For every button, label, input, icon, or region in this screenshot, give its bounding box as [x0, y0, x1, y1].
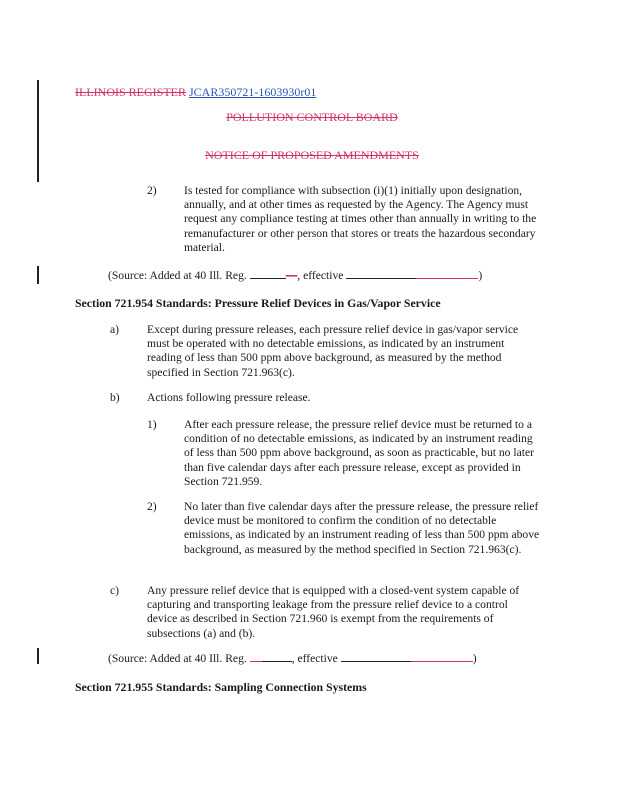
doc-id: JCAR350721-1603930r01: [189, 85, 317, 99]
change-bar-top: [37, 80, 39, 182]
item-b2-label: 2): [147, 500, 157, 513]
section-955-heading: Section 721.955 Standards: Sampling Connection Systems: [75, 680, 367, 694]
register-line: [75, 85, 316, 100]
source1-reg-blank: [250, 268, 286, 279]
item-b2-text: No later than five calendar days after the pressure release, the pressure relief device must be monitored to confirm the condition of no detectable emissions, as indicated by an instrument reading of less than 500 ppm above background, as measured by the method specified in Section 721.963(c).: [184, 500, 540, 556]
source-note-1: [108, 268, 482, 282]
source1-struck: —: [285, 269, 298, 282]
source2-date-blank-struck: [411, 651, 473, 662]
item-b-text: Actions following pressure release.: [147, 391, 311, 404]
item-a-label: a): [110, 323, 120, 336]
source2-reg-blank-struck: [250, 651, 262, 662]
source2-reg-blank: [262, 651, 292, 662]
item-c-label: c): [110, 584, 120, 597]
source1-suffix: ): [478, 269, 483, 282]
source2-suffix: ): [472, 652, 477, 665]
item-b1-label: 1): [147, 418, 157, 431]
item-c-text: Any pressure relief device that is equipped with a closed-vent system capable of capturing and transporting leakage from the pressure relief device to a control device as described in Section 721.960 is exempt from the requirements of subsections (a) and (b).: [147, 584, 520, 640]
section-954-heading: Section 721.954 Standards: Pressure Relief Devices in Gas/Vapor Service: [75, 296, 441, 310]
register-struck: ILLINOIS REGISTER: [75, 85, 186, 99]
source1-date-blank-struck: [416, 268, 478, 279]
source2-date-blank: [341, 651, 411, 662]
source1-middle: , effective: [297, 269, 344, 282]
source1-date-blank: [346, 268, 416, 279]
change-bar-source1: [37, 266, 39, 284]
item-b1-text: After each pressure release, the pressure relief device must be returned to a condition of no detectable emissions, as indicated by an instrument reading of less than 500 ppm above background, as soon as practicable, but no later than five calendar days after each pressure release, except as provided in Section 721.959.: [184, 418, 534, 488]
source1-prefix: (Source: Added at 40 Ill. Reg.: [108, 269, 247, 282]
top-item-text: Is tested for compliance with subsection (i)(1) initially upon designation, annually, and at other times as requested by the Agency. The Agency must request any compliance testing at times other than annually in writing to the remanufacturer or other person that stores or treats the hazardous secondary material.: [184, 184, 537, 254]
item-b-label: b): [110, 391, 120, 404]
change-bar-source2: [37, 648, 39, 664]
item-a-text: Except during pressure releases, each pressure relief device in gas/vapor service must be operated with no detectable emissions, as indicated by an instrument reading of less than 500 ppm above background, as measured by the method specified in Section 721.963(c).: [147, 323, 519, 379]
notice-title: NOTICE OF PROPOSED AMENDMENTS: [205, 148, 419, 162]
top-item-number: 2): [147, 184, 157, 197]
source-note-2: [108, 651, 477, 665]
source2-middle: , effective: [291, 652, 338, 665]
source2-prefix: (Source: Added at 40 Ill. Reg.: [108, 652, 247, 665]
board-title: POLLUTION CONTROL BOARD: [226, 110, 398, 124]
